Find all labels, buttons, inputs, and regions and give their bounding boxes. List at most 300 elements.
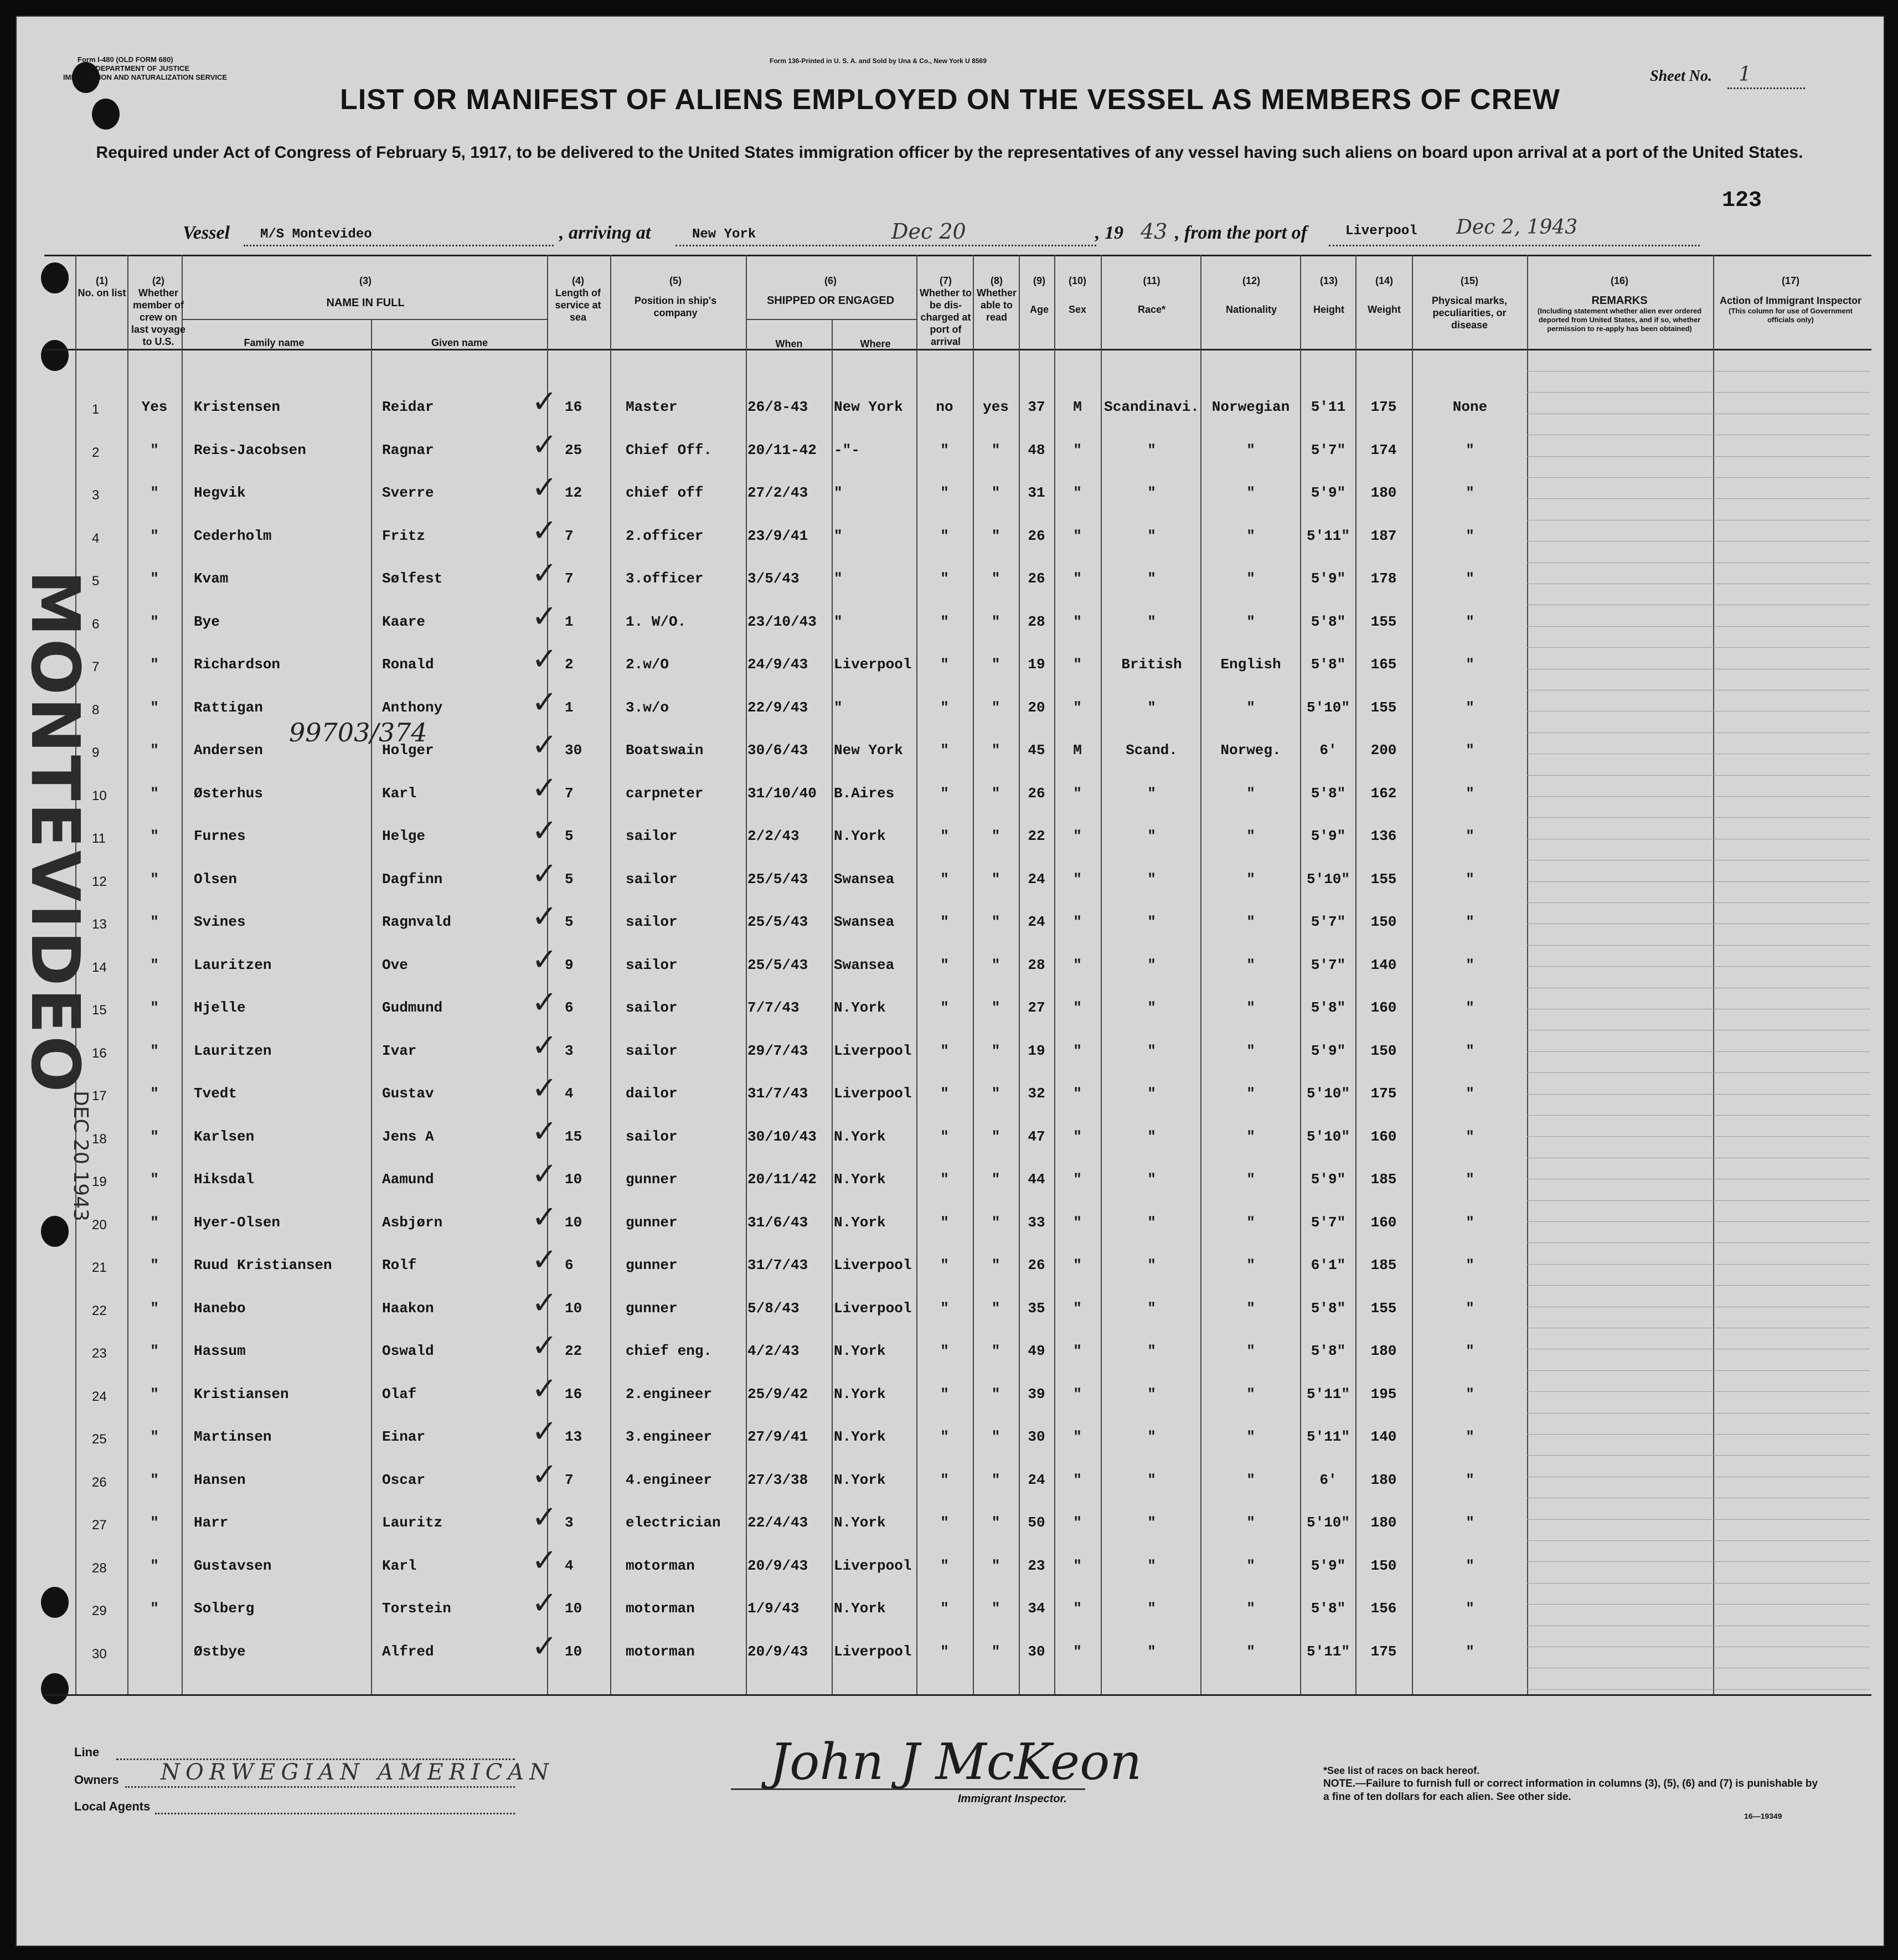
cell-family: Karlsen [194, 1128, 255, 1145]
cell-race: " [1147, 914, 1156, 930]
cell-where: Liverpool [834, 1643, 912, 1660]
cell-race: British [1121, 656, 1182, 673]
cell-dis: " [940, 1128, 949, 1145]
cell-family: Hegvik [194, 484, 246, 501]
cell-c2: " [150, 1299, 159, 1317]
cell-sex: " [1073, 1128, 1082, 1145]
handwritten-file-number: 99703/374 [289, 718, 427, 747]
cell-pos: sailor [626, 828, 678, 844]
cell-race: " [1147, 484, 1156, 501]
cell-ht: 6' [1319, 1471, 1337, 1488]
grid-rule [1527, 1115, 1870, 1116]
col15-header: (15) Physical marks, peculiarities, or disease [1431, 275, 1508, 331]
column-rule [832, 319, 833, 1694]
date-stamp: DEC 20 1943 [69, 1091, 92, 1221]
departure-date: Dec 2, 1943 [1456, 216, 1578, 239]
cell-age: 26 [1028, 570, 1045, 587]
cell-given: Gudmund [382, 999, 443, 1016]
cell-race: " [1147, 1214, 1156, 1231]
grid-rule [1527, 1561, 1870, 1562]
grid-rule [1527, 1455, 1870, 1456]
cell-race: " [1147, 1514, 1156, 1531]
cell-when: 3/5/43 [747, 570, 800, 587]
cell-marks: " [1466, 1514, 1474, 1531]
cell-race: " [1147, 870, 1156, 888]
cell-marks: " [1466, 1042, 1474, 1059]
cell-given: Ragnvald [382, 914, 451, 930]
cell-when: 20/9/43 [747, 1557, 808, 1574]
cell-marks: " [1466, 527, 1474, 544]
cell-given: Alfred [382, 1643, 434, 1660]
row-number: 21 [92, 1260, 107, 1275]
cell-where: New York [834, 399, 903, 415]
cell-nat: " [1246, 1085, 1255, 1102]
cell-pos: motorman [626, 1643, 695, 1660]
column-rule [1101, 255, 1102, 1694]
check-mark-icon: ✓ [532, 984, 558, 1020]
cell-where: Swansea [834, 914, 895, 930]
cell-nat: " [1246, 1471, 1255, 1488]
cell-c2: " [150, 1343, 159, 1359]
grid-rule [1527, 966, 1870, 967]
cell-ht: 5'8" [1311, 785, 1346, 802]
cell-len: 10 [565, 1299, 582, 1317]
grid-rule [1527, 1242, 1870, 1243]
cell-len: 5 [565, 914, 574, 930]
check-mark-icon: ✓ [532, 1285, 558, 1321]
cell-given: Anthony [382, 699, 443, 716]
cell-where: " [834, 570, 843, 587]
cell-c2: Yes [141, 399, 168, 415]
check-mark-icon: ✓ [532, 1328, 558, 1364]
cell-c2: " [150, 1514, 159, 1531]
cell-age: 44 [1028, 1171, 1045, 1188]
grid-rule [1527, 477, 1870, 478]
cell-wt: 180 [1370, 1343, 1397, 1359]
check-mark-icon: ✓ [532, 855, 558, 892]
cell-when: 23/9/41 [747, 527, 808, 544]
cell-when: 30/10/43 [747, 1128, 817, 1145]
cell-pos: 2.engineer [626, 1385, 713, 1402]
cell-marks: " [1466, 1557, 1474, 1574]
cell-len: 5 [565, 870, 574, 888]
cell-marks: " [1466, 570, 1474, 587]
cell-c2: " [150, 1171, 159, 1188]
cell-read: " [991, 1171, 1000, 1188]
grid-rule [1527, 647, 1870, 648]
sheet-number: 1 [1739, 63, 1751, 86]
cell-len: 15 [565, 1128, 582, 1145]
cell-marks: None [1452, 399, 1488, 415]
cell-read: " [991, 441, 1000, 458]
cell-read: " [991, 1643, 1000, 1660]
form-code: 16—19349 [1744, 1812, 1782, 1820]
cell-race: " [1147, 1643, 1156, 1660]
owners-label: Owners [74, 1773, 119, 1787]
cell-where: Swansea [834, 956, 895, 973]
cell-family: Richardson [194, 656, 281, 673]
row-number: 30 [92, 1646, 107, 1662]
cell-ht: 5'10" [1306, 1128, 1350, 1145]
row-number: 13 [92, 917, 107, 932]
cell-nat: " [1246, 1343, 1255, 1359]
cell-dis: " [940, 656, 949, 673]
cell-ht: 5'8" [1311, 656, 1346, 673]
cell-c2: " [150, 484, 159, 501]
cell-len: 3 [565, 1514, 574, 1531]
cell-given: Olaf [382, 1385, 417, 1402]
grid-rule [1527, 1285, 1870, 1286]
cell-wt: 162 [1370, 785, 1397, 802]
grid-rule [1527, 902, 1870, 903]
cell-family: Reis-Jacobsen [194, 441, 306, 458]
check-mark-icon: ✓ [532, 1156, 558, 1192]
cell-pos: sailor [626, 1042, 678, 1059]
cell-race: " [1147, 1171, 1156, 1188]
cell-age: 27 [1028, 999, 1045, 1016]
cell-marks: " [1466, 1471, 1474, 1488]
cell-marks: " [1466, 956, 1474, 973]
penalty-note: NOTE.—Failure to furnish full or correct information in columns (3), (5), (6) and (7) is punishable by a fine of ten dollars for each alien. See other side. [1323, 1778, 1818, 1803]
cell-family: Tvedt [194, 1085, 238, 1102]
check-mark-icon: ✓ [532, 770, 558, 806]
check-mark-icon: ✓ [532, 426, 558, 463]
column-rule [1713, 255, 1714, 1694]
cell-len: 10 [565, 1600, 582, 1617]
cell-dis: " [940, 1428, 949, 1445]
cell-ht: 5'10" [1306, 699, 1350, 716]
cell-dis: " [940, 1600, 949, 1617]
cell-family: Hanebo [194, 1299, 246, 1317]
cell-age: 24 [1028, 1471, 1045, 1488]
cell-family: Solberg [194, 1600, 255, 1617]
cell-marks: " [1466, 1085, 1474, 1102]
check-mark-icon: ✓ [532, 1027, 558, 1064]
cell-when: 30/6/43 [747, 742, 808, 759]
cell-race: " [1147, 699, 1156, 716]
cell-wt: 155 [1370, 870, 1397, 888]
family-name-header: Family name [244, 337, 305, 348]
cell-ht: 6' [1319, 742, 1337, 759]
cell-when: 25/5/43 [747, 956, 808, 973]
grid-rule [1527, 498, 1870, 499]
cell-marks: " [1466, 1257, 1474, 1273]
cell-nat: " [1246, 870, 1255, 888]
cell-marks: " [1466, 1343, 1474, 1359]
arriving-port: New York [692, 227, 756, 242]
cell-age: 28 [1028, 613, 1045, 630]
cell-len: 6 [565, 999, 574, 1016]
cell-wt: 178 [1370, 570, 1397, 587]
cell-given: Ronald [382, 656, 434, 673]
cell-pos: 2.w/O [626, 656, 669, 673]
grid-rule [1527, 1136, 1870, 1137]
cell-when: 5/8/43 [747, 1299, 800, 1317]
cell-sex: " [1073, 527, 1082, 544]
cell-wt: 160 [1370, 999, 1397, 1016]
cell-dis: " [940, 785, 949, 802]
check-mark-icon: ✓ [532, 1199, 558, 1235]
cell-age: 24 [1028, 870, 1045, 888]
cell-marks: " [1466, 613, 1474, 630]
cell-marks: " [1466, 699, 1474, 716]
row-number: 4 [92, 530, 100, 546]
check-mark-icon: ✓ [532, 813, 558, 849]
cell-sex: " [1073, 1299, 1082, 1317]
arriving-label: , arriving at [559, 223, 651, 243]
row-number: 3 [92, 488, 100, 503]
cell-age: 37 [1028, 399, 1045, 415]
cell-when: 25/9/42 [747, 1385, 808, 1402]
cell-read: " [991, 1385, 1000, 1402]
grid-rule [1527, 1583, 1870, 1584]
check-mark-icon: ✓ [532, 384, 558, 420]
cell-age: 19 [1028, 1042, 1045, 1059]
cell-read: " [991, 570, 1000, 587]
from-label: , from the port of [1175, 223, 1307, 243]
check-mark-icon: ✓ [532, 727, 558, 763]
cell-ht: 5'9" [1311, 570, 1346, 587]
line-label: Line [74, 1745, 100, 1759]
cell-when: 7/7/43 [747, 999, 800, 1016]
cell-sex: " [1073, 570, 1082, 587]
cell-given: Fritz [382, 527, 426, 544]
cell-nat: " [1246, 527, 1255, 544]
owners-value: NORWEGIAN AMERICAN [161, 1760, 555, 1785]
cell-given: Asbjørn [382, 1214, 443, 1231]
cell-len: 7 [565, 527, 574, 544]
cell-when: 27/9/41 [747, 1428, 808, 1445]
cell-family: Andersen [194, 742, 263, 759]
cell-age: 19 [1028, 656, 1045, 673]
cell-read: " [991, 613, 1000, 630]
cell-race: " [1147, 956, 1156, 973]
cell-read: " [991, 828, 1000, 844]
grid-rule [1527, 881, 1870, 882]
cell-wt: 136 [1370, 828, 1397, 844]
cell-age: 24 [1028, 914, 1045, 930]
cell-len: 16 [565, 1385, 582, 1402]
cell-race: " [1147, 999, 1156, 1016]
check-mark-icon: ✓ [532, 899, 558, 935]
grid-rule [1527, 1200, 1870, 1201]
cell-dis: " [940, 914, 949, 930]
cell-ht: 5'8" [1311, 999, 1346, 1016]
cell-wt: 180 [1370, 1471, 1397, 1488]
cell-marks: " [1466, 1600, 1474, 1617]
cell-nat: Norwegian [1211, 399, 1290, 415]
cell-wt: 155 [1370, 613, 1397, 630]
cell-given: Rolf [382, 1257, 417, 1273]
cell-read: " [991, 870, 1000, 888]
cell-nat: " [1246, 613, 1255, 630]
cell-when: 26/8-43 [747, 399, 808, 415]
department: U. S. DEPARTMENT OF JUSTICE [78, 64, 189, 73]
grid-rule [1527, 1689, 1870, 1690]
cell-where: N.York [834, 1343, 886, 1359]
cell-nat: " [1246, 1600, 1255, 1617]
cell-dis: " [940, 828, 949, 844]
when-header: When [775, 338, 803, 349]
check-mark-icon: ✓ [532, 470, 558, 506]
cell-race: " [1147, 1471, 1156, 1488]
cell-nat: " [1246, 1643, 1255, 1660]
cell-read: " [991, 1042, 1000, 1059]
cell-when: 20/11/42 [747, 1171, 817, 1188]
cell-sex: " [1073, 1214, 1082, 1231]
cell-wt: 150 [1370, 914, 1397, 930]
col17-header: (17) Action of Immigrant Inspector (This column for use of Government officials only) [1719, 275, 1862, 324]
cell-given: Aamund [382, 1171, 434, 1188]
cell-wt: 180 [1370, 484, 1397, 501]
local-agents-label: Local Agents [74, 1799, 151, 1813]
cell-when: 29/7/43 [747, 1042, 808, 1059]
cell-when: 22/4/43 [747, 1514, 808, 1531]
cell-where: " [834, 484, 843, 501]
cell-pos: Chief Off. [626, 441, 713, 458]
cell-c2: " [150, 1428, 159, 1445]
cell-when: 27/3/38 [747, 1471, 808, 1488]
cell-given: Oswald [382, 1343, 434, 1359]
cell-sex: M [1073, 399, 1082, 415]
cell-read: " [991, 656, 1000, 673]
cell-family: Østerhus [194, 785, 263, 802]
cell-pos: motorman [626, 1557, 695, 1574]
cell-where: Liverpool [834, 1257, 912, 1273]
cell-family: Kristiansen [194, 1385, 289, 1402]
cell-ht: 5'8" [1311, 1600, 1346, 1617]
cell-read: " [991, 1343, 1000, 1359]
cell-family: Hansen [194, 1471, 246, 1488]
cell-when: 23/10/43 [747, 613, 817, 630]
cell-given: Holger [382, 742, 434, 759]
cell-where: N.York [834, 1171, 886, 1188]
row-number: 1 [92, 402, 100, 417]
cell-len: 25 [565, 441, 582, 458]
check-mark-icon: ✓ [532, 1414, 558, 1450]
cell-c2: " [150, 999, 159, 1016]
cell-nat: " [1246, 999, 1255, 1016]
cell-nat: " [1246, 1257, 1255, 1273]
grid-rule [1527, 1540, 1870, 1541]
cell-read: " [991, 1557, 1000, 1574]
cell-pos: chief off [626, 484, 704, 501]
cell-len: 1 [565, 613, 574, 630]
row-number: 8 [92, 702, 100, 718]
cell-ht: 5'10" [1306, 1514, 1350, 1531]
cell-c2: " [150, 1600, 159, 1617]
cell-pos: carpneter [626, 785, 704, 802]
cell-family: Hassum [194, 1343, 246, 1359]
cell-ht: 5'11 [1311, 399, 1346, 415]
cell-wt: 185 [1370, 1171, 1397, 1188]
cell-wt: 140 [1370, 1428, 1397, 1445]
cell-c2: " [150, 870, 159, 888]
cell-len: 1 [565, 699, 574, 716]
cell-sex: " [1073, 656, 1082, 673]
row-number: 26 [92, 1474, 107, 1490]
row-number: 7 [92, 659, 100, 674]
cell-len: 4 [565, 1557, 574, 1574]
grid-rule [1527, 371, 1870, 372]
check-mark-icon: ✓ [532, 1456, 558, 1493]
cell-sex: " [1073, 441, 1082, 458]
cell-sex: " [1073, 1557, 1082, 1574]
cell-race: Scand. [1126, 742, 1178, 759]
row-number: 20 [92, 1217, 107, 1232]
cell-read: " [991, 1600, 1000, 1617]
cell-ht: 5'9" [1311, 484, 1346, 501]
cell-sex: " [1073, 699, 1082, 716]
column-rule [182, 255, 183, 1694]
cell-c2: " [150, 1257, 159, 1273]
check-mark-icon: ✓ [532, 941, 558, 978]
cell-sex: " [1073, 956, 1082, 973]
cell-dis: " [940, 441, 949, 458]
cell-marks: " [1466, 999, 1474, 1016]
cell-given: Ove [382, 956, 408, 973]
cell-where: N.York [834, 999, 886, 1016]
cell-wt: 195 [1370, 1385, 1397, 1402]
grid-rule [1527, 945, 1870, 946]
cell-dis: no [936, 399, 953, 415]
cell-dis: " [940, 1042, 949, 1059]
cell-nat: " [1246, 785, 1255, 802]
col10-header: (10) Sex [1068, 275, 1087, 315]
cell-sex: " [1073, 1385, 1082, 1402]
cell-pos: motorman [626, 1600, 695, 1617]
cell-when: 4/2/43 [747, 1343, 800, 1359]
cell-pos: 4.engineer [626, 1471, 713, 1488]
grid-rule [1527, 1519, 1870, 1520]
cell-given: Reidar [382, 399, 434, 415]
cell-where: N.York [834, 1385, 886, 1402]
cell-wt: 175 [1370, 1643, 1397, 1660]
grid-rule [1527, 392, 1870, 393]
cell-race: " [1147, 613, 1156, 630]
cell-len: 7 [565, 570, 574, 587]
cell-when: 27/2/43 [747, 484, 808, 501]
cell-where: Liverpool [834, 1557, 912, 1574]
cell-given: Ivar [382, 1042, 417, 1059]
cell-nat: " [1246, 1042, 1255, 1059]
cell-dis: " [940, 1385, 949, 1402]
given-name-header: Given name [431, 337, 488, 348]
cell-wt: 180 [1370, 1514, 1397, 1531]
cell-where: -"- [834, 441, 860, 458]
cell-len: 22 [565, 1343, 582, 1359]
cell-len: 3 [565, 1042, 574, 1059]
cell-race: " [1147, 1343, 1156, 1359]
cell-sex: " [1073, 1171, 1082, 1188]
cell-dis: " [940, 1214, 949, 1231]
grid-rule [1527, 1370, 1870, 1371]
cell-read: " [991, 1128, 1000, 1145]
cell-when: 31/6/43 [747, 1214, 808, 1231]
cell-race: " [1147, 527, 1156, 544]
cell-dis: " [940, 742, 949, 759]
cell-c2: " [150, 527, 159, 544]
cell-sex: " [1073, 1514, 1082, 1531]
col6-header: (6) SHIPPED OR ENGAGED [766, 275, 895, 307]
col12-header: (12) Nationality [1225, 275, 1277, 315]
cell-age: 33 [1028, 1214, 1045, 1231]
cell-race: " [1147, 1385, 1156, 1402]
cell-len: 13 [565, 1428, 582, 1445]
cell-where: " [834, 527, 843, 544]
cell-sex: " [1073, 1643, 1082, 1660]
cell-nat: " [1246, 1214, 1255, 1231]
